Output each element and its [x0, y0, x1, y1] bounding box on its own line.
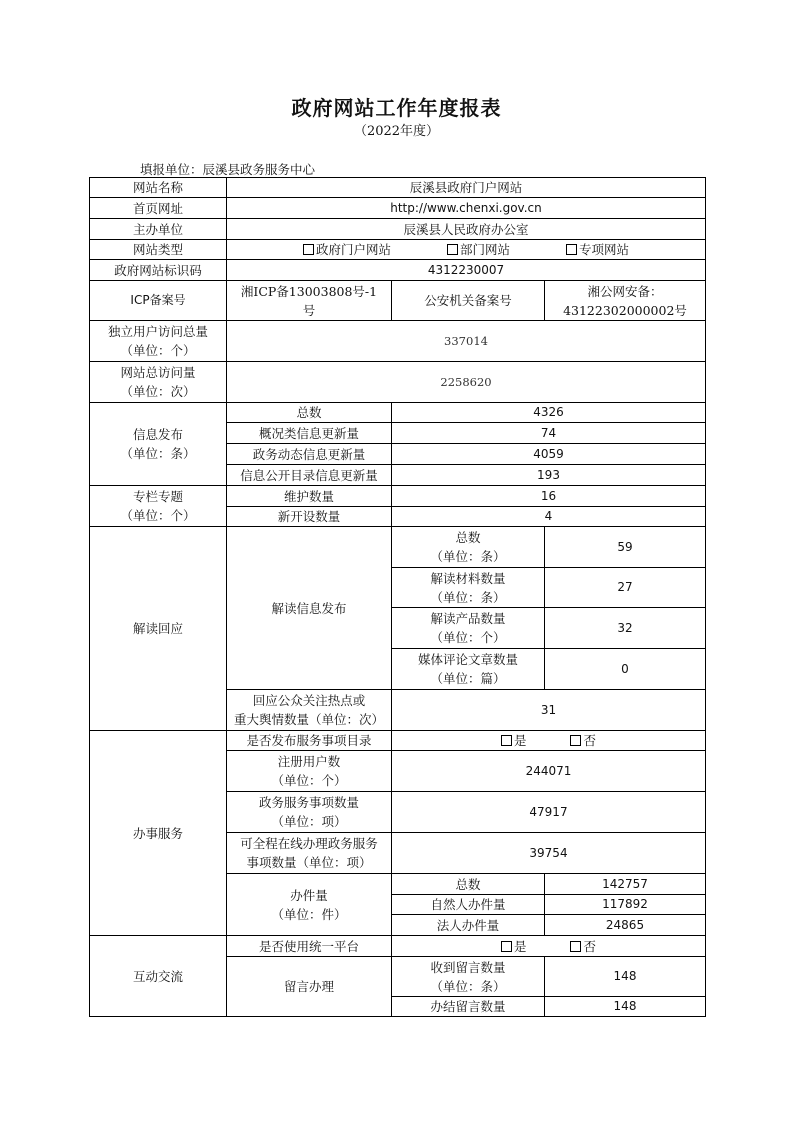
site-url-label: 首页网址 [90, 198, 227, 219]
service-label: 办事服务 [90, 731, 227, 936]
interpret-row-label [392, 568, 545, 608]
label-line: 媒体评论文章数量 [417, 652, 518, 667]
unique-visits-label [90, 321, 227, 362]
option-label: 否 [583, 733, 596, 748]
checkbox-icon [447, 244, 458, 255]
cases-row-label: 自然人办件量 [392, 895, 545, 915]
info-row-value: 4326 [392, 403, 706, 423]
option-label: 是 [513, 938, 527, 954]
closed-messages-value: 148 [545, 997, 706, 1017]
cases-row-label: 总数 [392, 874, 545, 895]
interpret-row-value: 27 [545, 568, 706, 608]
cases-row-value: 24865 [545, 915, 706, 936]
table-row [90, 731, 706, 751]
table-row [90, 260, 706, 281]
option-label: 否 [583, 938, 596, 954]
reporting-unit-label: 填报单位： [140, 162, 203, 177]
checkbox-icon [566, 244, 577, 255]
label-line: 事项数量（单位：项） [246, 855, 372, 870]
police-value-line: 43122302000002号 [563, 302, 687, 318]
catalog-options [392, 731, 706, 751]
received-messages-value: 148 [545, 957, 706, 997]
label-line: （单位：条） [430, 589, 506, 605]
interpret-row-label [392, 608, 545, 649]
columns-row-label: 维护数量 [227, 486, 392, 507]
label-line: 网站总访问量 [120, 365, 196, 380]
label-line: 政务服务事项数量 [258, 795, 359, 810]
sponsor-label: 主办单位 [90, 219, 227, 240]
table-row [90, 281, 706, 321]
checkbox-icon [570, 941, 581, 952]
total-visits-value: 2258620 [227, 362, 706, 403]
table-row [90, 240, 706, 260]
page-subtitle: （2022年度） [353, 124, 440, 139]
catalog-option-no [570, 731, 596, 750]
info-release-label [90, 403, 227, 486]
interpret-row-value: 59 [545, 527, 706, 568]
columns-row-value: 16 [392, 486, 706, 507]
label-line: 独立用户访问总量 [107, 324, 208, 339]
info-row-label: 政务动态信息更新量 [227, 444, 392, 465]
service-items-label [227, 792, 392, 833]
online-items-label [227, 833, 392, 874]
interpret-label: 解读回应 [90, 527, 227, 731]
label-line: （单位：个） [120, 508, 196, 523]
cases-row-label: 法人办件量 [392, 915, 545, 936]
platform-option-no [570, 937, 596, 956]
site-type-option [566, 240, 629, 259]
reporting-unit-value: 辰溪县政务服务中心 [202, 162, 316, 177]
table-row [90, 198, 706, 219]
report-table [89, 177, 706, 1017]
label-line: （单位：项） [271, 814, 347, 829]
option-label: 是 [513, 733, 527, 748]
registered-users-value: 244071 [392, 751, 706, 792]
online-items-value: 39754 [392, 833, 706, 874]
received-messages-label [392, 957, 545, 997]
site-type-label: 网站类型 [90, 240, 227, 260]
columns-row-label: 新开设数量 [227, 507, 392, 527]
table-row [90, 178, 706, 198]
label-line: （单位：件） [271, 906, 347, 922]
site-type-option-label: 专项网站 [578, 242, 629, 257]
table-row [90, 403, 706, 423]
label-line: 解读产品数量 [430, 611, 506, 626]
site-type-options [227, 240, 706, 260]
cases-row-value: 117892 [545, 895, 706, 915]
platform-option-yes [501, 937, 527, 956]
label-line: （单位：篇） [430, 671, 506, 686]
label-line: 信息发布 [132, 427, 183, 442]
closed-messages-label: 办结留言数量 [392, 997, 545, 1017]
checkbox-icon [501, 941, 512, 952]
sponsor-value: 辰溪县人民政府办公室 [227, 219, 706, 240]
catalog-option-yes [501, 731, 527, 750]
site-url-value: http://www.chenxi.gov.cn [227, 198, 706, 219]
table-row [90, 219, 706, 240]
platform-label: 是否使用统一平台 [227, 936, 392, 957]
site-type-option-label: 政府门户网站 [315, 242, 391, 257]
total-visits-label [90, 362, 227, 403]
police-value [545, 281, 706, 321]
site-id-label: 政府网站标识码 [90, 260, 227, 281]
label-line: （单位：条） [120, 446, 196, 461]
label-line: 办件量 [290, 887, 328, 903]
interaction-label: 互动交流 [90, 936, 227, 1017]
info-row-value: 74 [392, 423, 706, 444]
label-line: 重大舆情数量（单位：次） [233, 712, 384, 727]
site-name-label: 网站名称 [90, 178, 227, 198]
site-name-value: 辰溪县政府门户网站 [227, 178, 706, 198]
message-handling-label: 留言办理 [227, 957, 392, 1017]
label-line: （单位：条） [430, 549, 506, 564]
label-line: （单位：个） [120, 343, 196, 358]
response-label [227, 690, 392, 731]
unique-visits-value: 337014 [227, 321, 706, 362]
icp-value-line: 湘ICP备13003808号-1 [240, 283, 378, 299]
label-line: （单位：次） [120, 384, 196, 399]
site-type-option-label: 部门网站 [459, 242, 510, 257]
service-items-value: 47917 [392, 792, 706, 833]
info-row-value: 193 [392, 465, 706, 486]
site-type-option [303, 240, 391, 259]
label-line: 收到留言数量 [430, 959, 506, 975]
info-row-value: 4059 [392, 444, 706, 465]
interpret-row-value: 32 [545, 608, 706, 649]
checkbox-icon [570, 735, 581, 746]
info-row-label: 概况类信息更新量 [227, 423, 392, 444]
cases-label [227, 874, 392, 936]
registered-users-label [227, 751, 392, 792]
police-label: 公安机关备案号 [392, 281, 545, 321]
catalog-label: 是否发布服务事项目录 [227, 731, 392, 751]
site-type-option [447, 240, 510, 259]
site-id-value: 4312230007 [227, 260, 706, 281]
label-line: 总数 [455, 530, 481, 545]
icp-value [227, 281, 392, 321]
checkbox-icon [501, 735, 512, 746]
info-row-label: 总数 [227, 403, 392, 423]
label-line: （单位：条） [430, 978, 506, 994]
reporting-unit [140, 160, 315, 178]
label-line: 回应公众关注热点或 [252, 693, 366, 708]
page-title: 政府网站工作年度报表 [291, 96, 502, 120]
label-line: 注册用户数 [277, 754, 341, 769]
checkbox-icon [303, 244, 314, 255]
platform-options [392, 936, 706, 957]
icp-label: ICP备案号 [90, 281, 227, 321]
interpret-row-value: 0 [545, 649, 706, 690]
interpret-row-label [392, 527, 545, 568]
cases-row-value: 142757 [545, 874, 706, 895]
table-row [90, 936, 706, 957]
columns-label [90, 486, 227, 527]
label-line: （单位：个） [271, 773, 347, 788]
table-row [90, 321, 706, 362]
table-row [90, 527, 706, 568]
label-line: 可全程在线办理政务服务 [240, 836, 378, 851]
interpret-sub-label: 解读信息发布 [227, 527, 392, 690]
label-line: 专栏专题 [132, 489, 183, 504]
columns-row-value: 4 [392, 507, 706, 527]
response-value: 31 [392, 690, 706, 731]
table-row [90, 486, 706, 507]
label-line: （单位：个） [430, 630, 506, 645]
label-line: 解读材料数量 [430, 570, 506, 586]
icp-value-line: 号 [302, 302, 316, 318]
info-row-label: 信息公开目录信息更新量 [227, 465, 392, 486]
table-row [90, 362, 706, 403]
interpret-row-label [392, 649, 545, 690]
police-value-line: 湘公网安备： [587, 283, 663, 299]
